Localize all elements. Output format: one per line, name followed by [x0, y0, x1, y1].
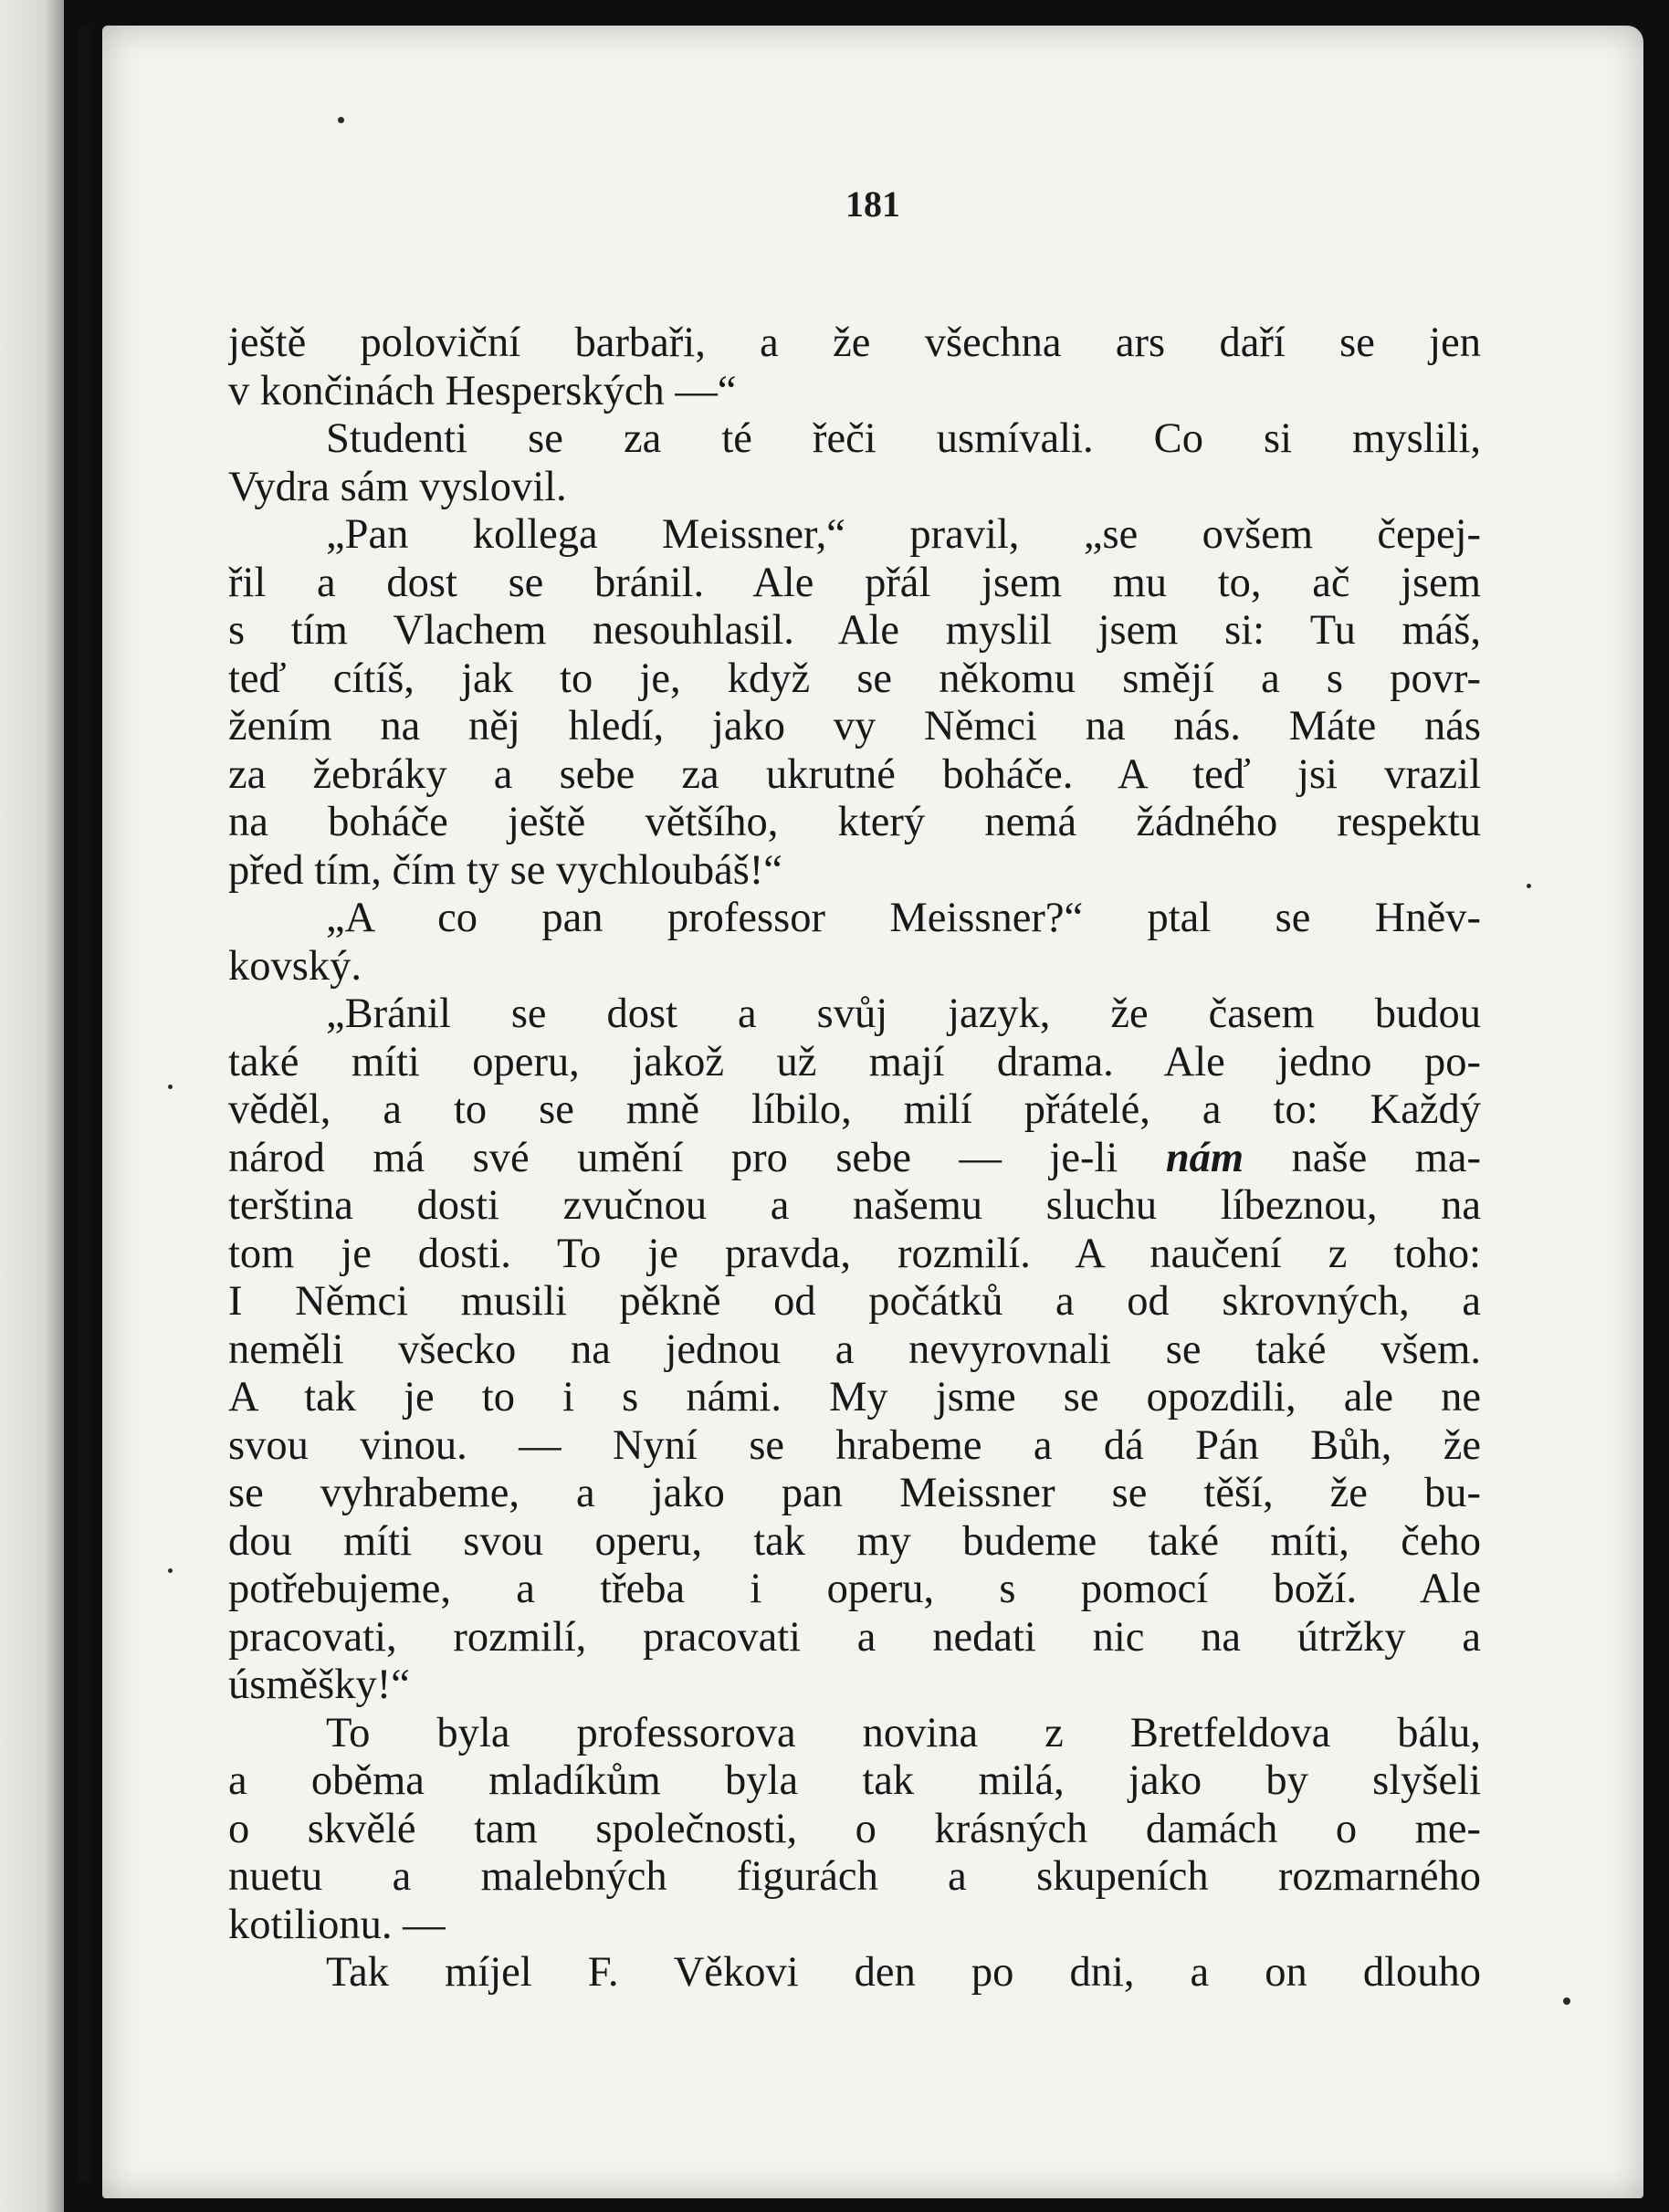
scan-speck: [1563, 1997, 1570, 2005]
text-line: I Němci musili pěkně od počátků a od skrovných, a: [228, 1278, 1481, 1325]
text-line: Vydra sám vyslovil.: [228, 463, 567, 510]
text-line: se vyhrabeme, a jako pan Meissner se těší, že bu-: [228, 1470, 1481, 1516]
text-line: kotilionu. —: [228, 1901, 446, 1948]
text-line: svou vinou. — Nyní se hrabeme a dá Pán Bůh, že: [228, 1421, 1481, 1469]
emphasized-word: nám: [1165, 1134, 1244, 1181]
text-line: kovský.: [228, 942, 362, 990]
scan-speck: [1527, 884, 1531, 888]
text-line: před tím, čím ty se vychloubáš!“: [228, 846, 782, 894]
scan-speck: [168, 1085, 173, 1089]
facing-page-edge: [0, 0, 64, 2212]
text-line: za žebráky a sebe za ukrutné boháče. A teď jsi vrazil: [228, 750, 1481, 798]
text-line: také míti operu, jakož už mají drama. Ale jedno po-: [228, 1038, 1481, 1085]
text-line: dou míti svou operu, tak my budeme také míti, čeho: [228, 1517, 1481, 1565]
text-line: terština dosti zvučnou a našemu sluchu líbeznou, na: [228, 1182, 1481, 1229]
text-line: Studenti se za té řeči usmívali. Co si myslili,: [326, 415, 1481, 462]
text-line: „A co pan professor Meissner?“ ptal se Hněv-: [326, 895, 1481, 941]
text-line: věděl, a to se mně líbilo, milí přátelé, a to: Každý: [228, 1086, 1481, 1133]
text-line: nuetu a malebných figurách a skupeních rozmarného: [228, 1853, 1481, 1900]
text-line: To byla professorova novina z Bretfeldova bálu,: [326, 1709, 1481, 1756]
text-line: neměli všecko na jednou a nevyrovnali se také všem.: [228, 1326, 1481, 1373]
page-sheet: [102, 26, 1643, 2198]
text-line: potřebujeme, a třeba i operu, s pomocí boží. Ale: [228, 1566, 1481, 1612]
text-line: žením na něj hledí, jako vy Němci na nás. Máte nás: [228, 703, 1481, 750]
body-text: [228, 320, 1481, 1997]
text-line: úsměšky!“: [228, 1662, 410, 1708]
text-line: na boháče ještě většího, který nemá žádného respektu: [228, 799, 1481, 845]
text-line: A tak je to i s námi. My jsme se opozdili, ale ne: [228, 1374, 1481, 1421]
scan-speck: [338, 117, 344, 123]
text-line: tom je dosti. To je pravda, rozmilí. A naučení z toho:: [228, 1230, 1481, 1277]
book-spine-shadow: [79, 27, 91, 2182]
text-line: národ má své umění pro sebe — je-li nám naše ma-: [228, 1134, 1481, 1181]
text-line: s tím Vlachem nesouhlasil. Ale myslil jsem si: Tu máš,: [228, 607, 1481, 654]
text-line: o skvělé tam společnosti, o krásných damách o me-: [228, 1805, 1481, 1852]
text-line: v končinách Hesperských —“: [228, 367, 737, 414]
text-line: teď cítíš, jak to je, když se někomu smějí a s povr-: [228, 655, 1481, 702]
text-line: „Pan kollega Meissner,“ pravil, „se ovšem čepej-: [326, 511, 1481, 558]
text-line: ještě poloviční barbaři, a že všechna ars daří se jen: [228, 320, 1481, 366]
text-line: řil a dost se bránil. Ale přál jsem mu to, ač jsem: [228, 559, 1481, 606]
text-line: „Bránil se dost a svůj jazyk, že časem budou: [326, 991, 1481, 1037]
text-line: pracovati, rozmilí, pracovati a nedati nic na útržky a: [228, 1613, 1481, 1661]
page-number: 181: [845, 183, 900, 225]
text-line: Tak míjel F. Věkovi den po dni, a on dlouho: [326, 1949, 1481, 1996]
scan-speck: [168, 1568, 173, 1573]
text-line: a oběma mladíkům byla tak milá, jako by slyšeli: [228, 1757, 1481, 1804]
